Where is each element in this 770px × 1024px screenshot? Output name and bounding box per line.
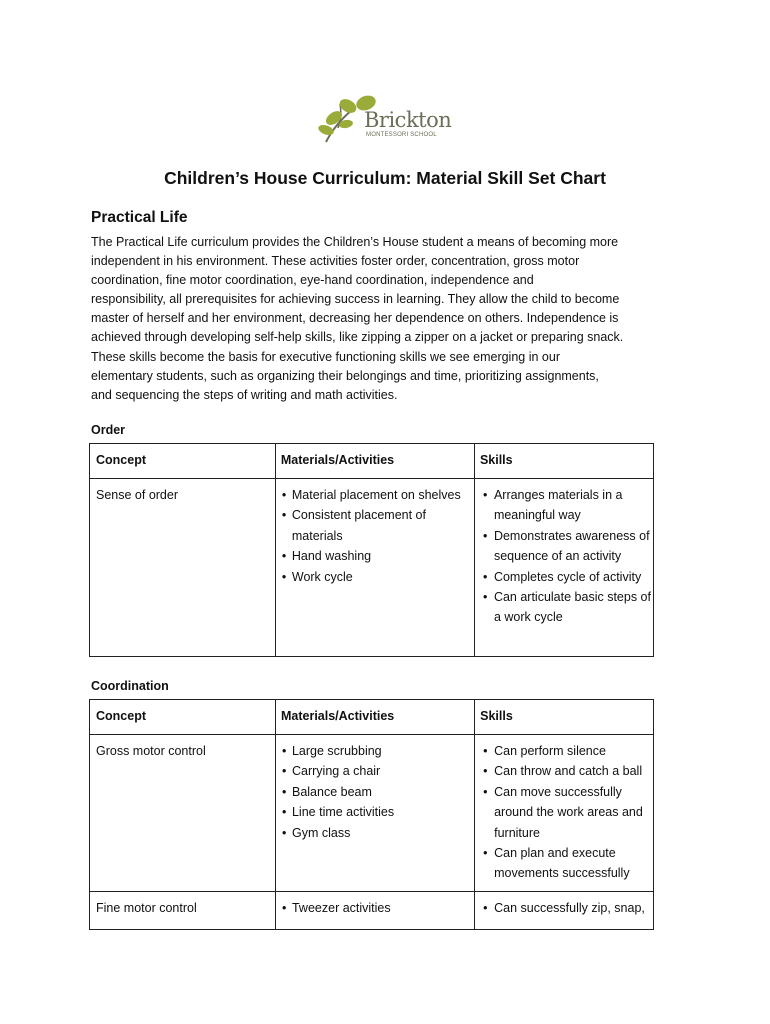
column-header-skills: Skills <box>475 700 654 735</box>
materials-cell <box>275 735 474 892</box>
column-header-materials: Materials/Activities <box>275 700 474 735</box>
intro-line: coordination, fine motor coordination, eye-hand coordination, independence and <box>91 273 534 288</box>
coordination-table-label: Coordination <box>91 679 169 693</box>
materials-cell <box>275 892 474 930</box>
list-item: • Can plan and execute movements successfully <box>475 843 653 884</box>
intro-line: master of herself and her environment, decreasing her dependence on others. Independence is <box>91 311 619 326</box>
list-item: • Arranges materials in a meaningful way <box>475 485 653 526</box>
list-item: • Carrying a chair <box>276 761 474 781</box>
column-header-concept: Concept <box>90 700 276 735</box>
section-heading: Practical Life <box>91 209 188 226</box>
list-item: • Hand washing <box>276 546 474 566</box>
list-item: • Can throw and catch a ball <box>475 761 653 781</box>
skills-cell <box>475 735 654 892</box>
intro-line: These skills become the basis for executive functioning skills we see emerging in our <box>91 349 560 364</box>
list-item: • Can successfully zip, snap, <box>475 898 653 918</box>
table-header-row <box>90 444 654 479</box>
intro-line: and sequencing the steps of writing and math activities. <box>91 387 398 402</box>
column-header-skills: Skills <box>474 444 653 479</box>
intro-line: responsibility, all prerequisites for achieving success in learning. They allow the child to become <box>91 292 620 307</box>
list-item: • Balance beam <box>276 782 474 802</box>
order-table-label: Order <box>91 423 126 437</box>
intro-line: achieved through developing self-help skills, like zipping a zipper on a jacket or preparing snack. <box>91 330 624 345</box>
list-item: • Can articulate basic steps of a work cycle <box>475 587 653 628</box>
concept-cell: Fine motor control <box>90 892 276 930</box>
list-item: • Can perform silence <box>475 741 653 761</box>
list-item: • Large scrubbing <box>276 741 474 761</box>
materials-cell <box>275 479 474 657</box>
order-table <box>89 443 654 657</box>
list-item: • Gym class <box>276 823 474 843</box>
table-row <box>90 735 654 892</box>
list-item: • Tweezer activities <box>276 898 474 918</box>
table-row <box>90 479 654 657</box>
table-row <box>90 892 654 930</box>
intro-line: elementary students, such as organizing their belongings and time, prioritizing assignments, <box>91 368 599 383</box>
table-header-row <box>90 700 654 735</box>
column-header-concept: Concept <box>90 444 276 479</box>
list-item: • Can move successfully around the work areas and furniture <box>475 782 653 843</box>
concept-cell: Gross motor control <box>90 735 276 892</box>
logo-name: Brickton <box>364 108 452 132</box>
intro-paragraph <box>91 233 691 405</box>
coordination-table <box>89 699 654 930</box>
intro-line: The Practical Life curriculum provides the Children’s House student a means of becoming more <box>91 235 619 249</box>
list-item: • Consistent placement of materials <box>276 505 474 546</box>
intro-line: independent in his environment. These activities foster order, concentration, gross motor <box>91 254 580 269</box>
list-item: • Material placement on shelves <box>276 485 474 505</box>
list-item: • Line time activities <box>276 802 474 822</box>
page-title: Children’s House Curriculum: Material Skill Set Chart <box>164 168 606 188</box>
column-header-materials: Materials/Activities <box>275 444 474 479</box>
school-logo <box>318 94 452 146</box>
list-item: • Demonstrates awareness of sequence of an activity <box>475 526 653 567</box>
logo-subtitle: MONTESSORI SCHOOL <box>366 132 437 138</box>
concept-cell: Sense of order <box>90 479 276 657</box>
list-item: • Work cycle <box>276 567 474 587</box>
skills-cell <box>475 892 654 930</box>
list-item: • Completes cycle of activity <box>475 567 653 587</box>
skills-cell <box>474 479 653 657</box>
